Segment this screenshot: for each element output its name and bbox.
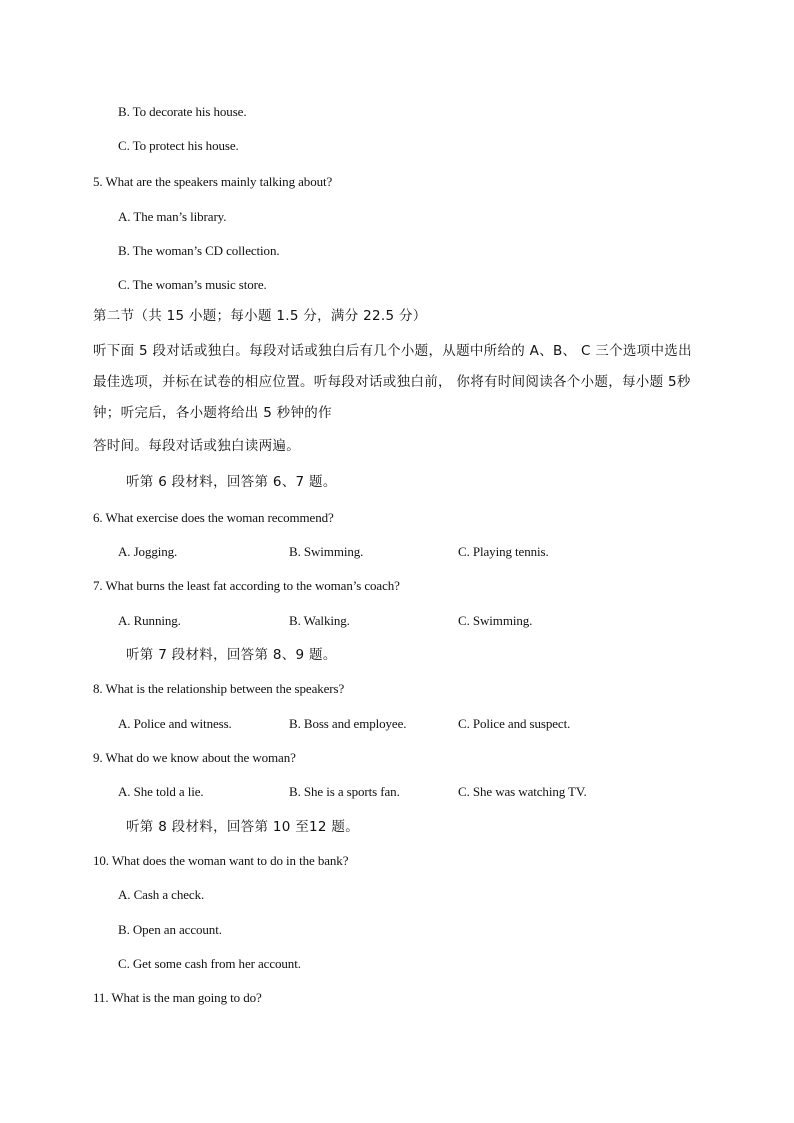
q5-option-b: B. The woman’s CD collection. (118, 243, 280, 258)
q11-question: 11. What is the man going to do? (93, 990, 262, 1005)
section2-instruction-line2: 最佳选项，并标在试卷的相应位置。听每段对话或独白前， 你将有时间阅读各个小题，每小题 5秒 (93, 374, 691, 390)
q10-option-a: A. Cash a check. (118, 887, 205, 902)
q6-option-c: C. Playing tennis. (458, 544, 549, 559)
q10-question: 10. What does the woman want to do in the bank? (93, 853, 349, 868)
q8-options (0, 716, 794, 732)
q7-option-b: B. Walking. (289, 613, 350, 628)
material7-label: 听第 7 段材料，回答第 8、9 题。 (126, 647, 337, 663)
q9-options (0, 784, 794, 800)
q6-question: 6. What exercise does the woman recommend? (93, 510, 334, 525)
q6-options (0, 544, 794, 560)
q5-question: 5. What are the speakers mainly talking about? (93, 174, 333, 189)
q7-question: 7. What burns the least fat according to the woman’s coach? (93, 578, 400, 593)
q9-question: 9. What do we know about the woman? (93, 750, 296, 765)
q5-option-a: A. The man’s library. (118, 209, 227, 224)
section2-heading: 第二节（共 15 小题；每小题 1.5 分，满分 22.5 分） (93, 308, 427, 324)
q8-option-a: A. Police and witness. (118, 716, 232, 731)
q8-option-b: B. Boss and employee. (289, 716, 407, 731)
q7-option-c: C. Swimming. (458, 613, 533, 628)
section2-instruction-line3: 钟；听完后，各小题将给出 5 秒钟的作 (93, 405, 332, 421)
q8-question: 8. What is the relationship between the speakers? (93, 681, 345, 696)
section2-instruction-line1: 听下面 5 段对话或独白。每段对话或独白后有几个小题，从题中所给的 A、B、 C 三个选项中选出 (93, 343, 692, 359)
q6-option-a: A. Jogging. (118, 544, 178, 559)
q10-option-b: B. Open an account. (118, 922, 222, 937)
q9-option-a: A. She told a lie. (118, 784, 204, 799)
q7-options (0, 613, 794, 629)
q10-option-c: C. Get some cash from her account. (118, 956, 301, 971)
q6-option-b: B. Swimming. (289, 544, 364, 559)
q5-option-c: C. The woman’s music store. (118, 277, 267, 292)
q4-option-b: B. To decorate his house. (118, 104, 247, 119)
q9-option-b: B. She is a sports fan. (289, 784, 400, 799)
q7-option-a: A. Running. (118, 613, 181, 628)
q9-option-c: C. She was watching TV. (458, 784, 587, 799)
section2-instruction-line4: 答时间。每段对话或独白读两遍。 (93, 438, 300, 454)
q8-option-c: C. Police and suspect. (458, 716, 571, 731)
q4-option-c: C. To protect his house. (118, 138, 239, 153)
material8-label: 听第 8 段材料，回答第 10 至12 题。 (126, 819, 360, 835)
material6-label: 听第 6 段材料，回答第 6、7 题。 (126, 474, 337, 490)
